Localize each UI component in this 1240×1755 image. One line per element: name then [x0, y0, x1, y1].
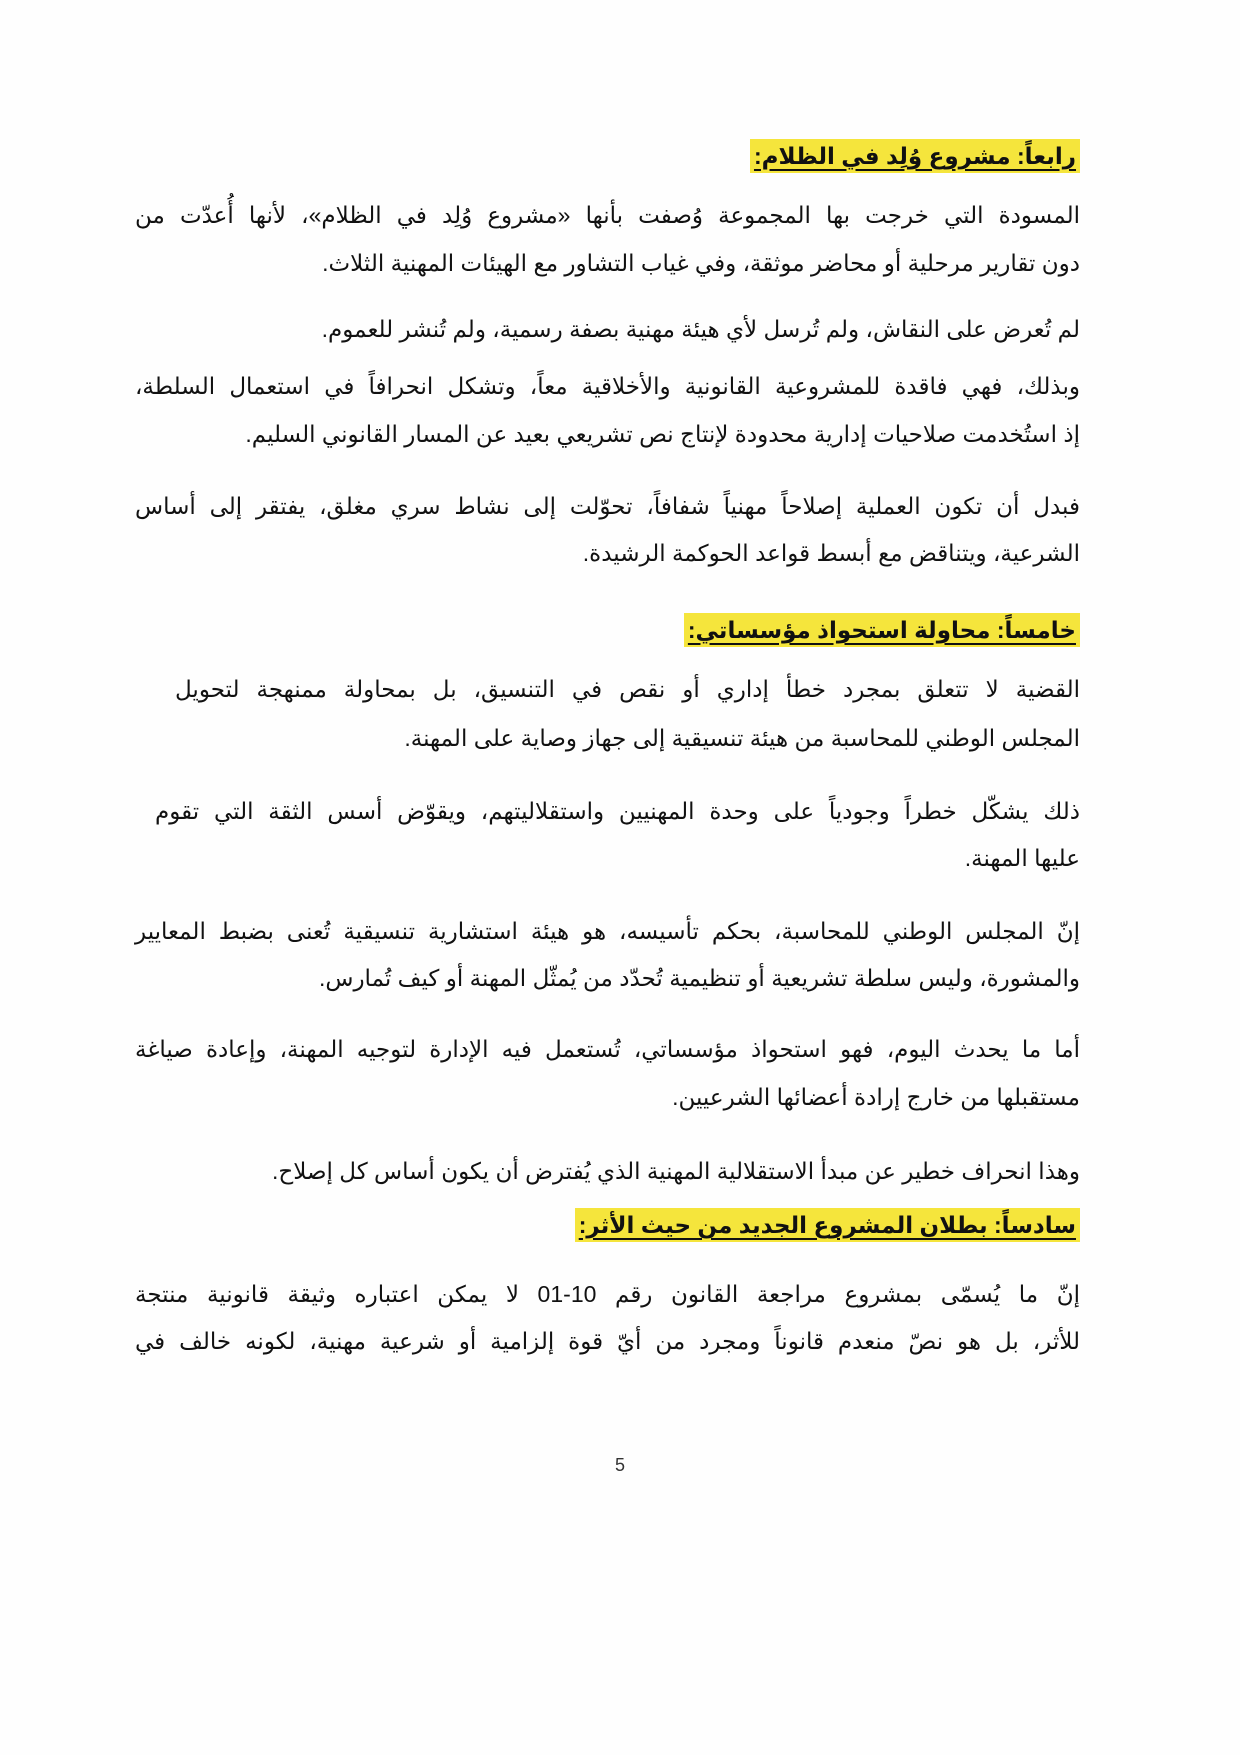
paragraph-line: الشرعية، ويتناقض مع أبسط قواعد الحوكمة الرشيدة.: [582, 540, 1080, 566]
paragraph-line: ذلك يشكّل خطراً وجودياً على وحدة المهنيين واستقلاليتهم، ويقوّض أسس الثقة التي تقوم: [155, 798, 1080, 824]
page-number: 5: [614, 1455, 625, 1475]
paragraph-line: مستقبلها من خارج إرادة أعضائها الشرعيين.: [672, 1084, 1080, 1110]
paragraph-line: والمشورة، وليس سلطة تشريعية أو تنظيمية تُحدّد من يُمثّل المهنة أو كيف تُمارس.: [318, 965, 1080, 991]
paragraph-line: عليها المهنة.: [964, 845, 1080, 871]
paragraph-line: دون تقارير مرحلية أو محاضر موثقة، وفي غياب التشاور مع الهيئات المهنية الثلاث.: [322, 250, 1080, 276]
paragraph-line: إنّ ما يُسمّى بمشروع مراجعة القانون رقم 10-01 لا يمكن اعتباره وثيقة قانونية منتجة: [135, 1281, 1081, 1307]
section-heading-5: خامساً: محاولة استحواذ مؤسساتي:: [684, 613, 1080, 647]
paragraph-line: القضية لا تتعلق بمجرد خطأ إداري أو نقص في التنسيق، بل بمحاولة ممنهجة لتحويل: [175, 676, 1080, 702]
paragraph-line: المسودة التي خرجت بها المجموعة وُصفت بأنها «مشروع وُلِد في الظلام»، لأنها أُعدّت من: [135, 202, 1080, 228]
paragraph-line: وهذا انحراف خطير عن مبدأ الاستقلالية المهنية الذي يُفترض أن يكون أساس كل إصلاح.: [272, 1158, 1080, 1184]
paragraph-line: إذ استُخدمت صلاحيات إدارية محدودة لإنتاج نص تشريعي بعيد عن المسار القانوني السليم.: [245, 421, 1080, 447]
paragraph-line: للأثر، بل هو نصّ منعدم قانوناً ومجرد من أيّ قوة إلزامية أو شرعية مهنية، لكونه خالف في: [135, 1328, 1080, 1354]
paragraph-line: إنّ المجلس الوطني للمحاسبة، بحكم تأسيسه، هو هيئة استشارية تنسيقية تُعنى بضبط المعايير: [135, 918, 1080, 944]
paragraph-line: المجلس الوطني للمحاسبة من هيئة تنسيقية إلى جهاز وصاية على المهنة.: [404, 725, 1080, 751]
section-heading-6: سادساً: بطلان المشروع الجديد من حيث الأثر:: [575, 1208, 1080, 1242]
paragraph-line: فبدل أن تكون العملية إصلاحاً مهنياً شفافاً، تحوّلت إلى نشاط سري مغلق، يفتقر إلى أساس: [135, 493, 1080, 519]
section-heading-4: رابعاً: مشروع وُلِد في الظلام:: [750, 139, 1080, 173]
paragraph-line: وبذلك، فهي فاقدة للمشروعية القانونية والأخلاقية معاً، وتشكل انحرافاً في استعمال السلطة،: [135, 373, 1080, 399]
paragraph-line: أما ما يحدث اليوم، فهو استحواذ مؤسساتي، تُستعمل فيه الإدارة لتوجيه المهنة، وإعادة صياغة: [135, 1036, 1080, 1062]
paragraph-line: لم تُعرض على النقاش، ولم تُرسل لأي هيئة مهنية بصفة رسمية، ولم تُنشر للعموم.: [321, 316, 1080, 342]
